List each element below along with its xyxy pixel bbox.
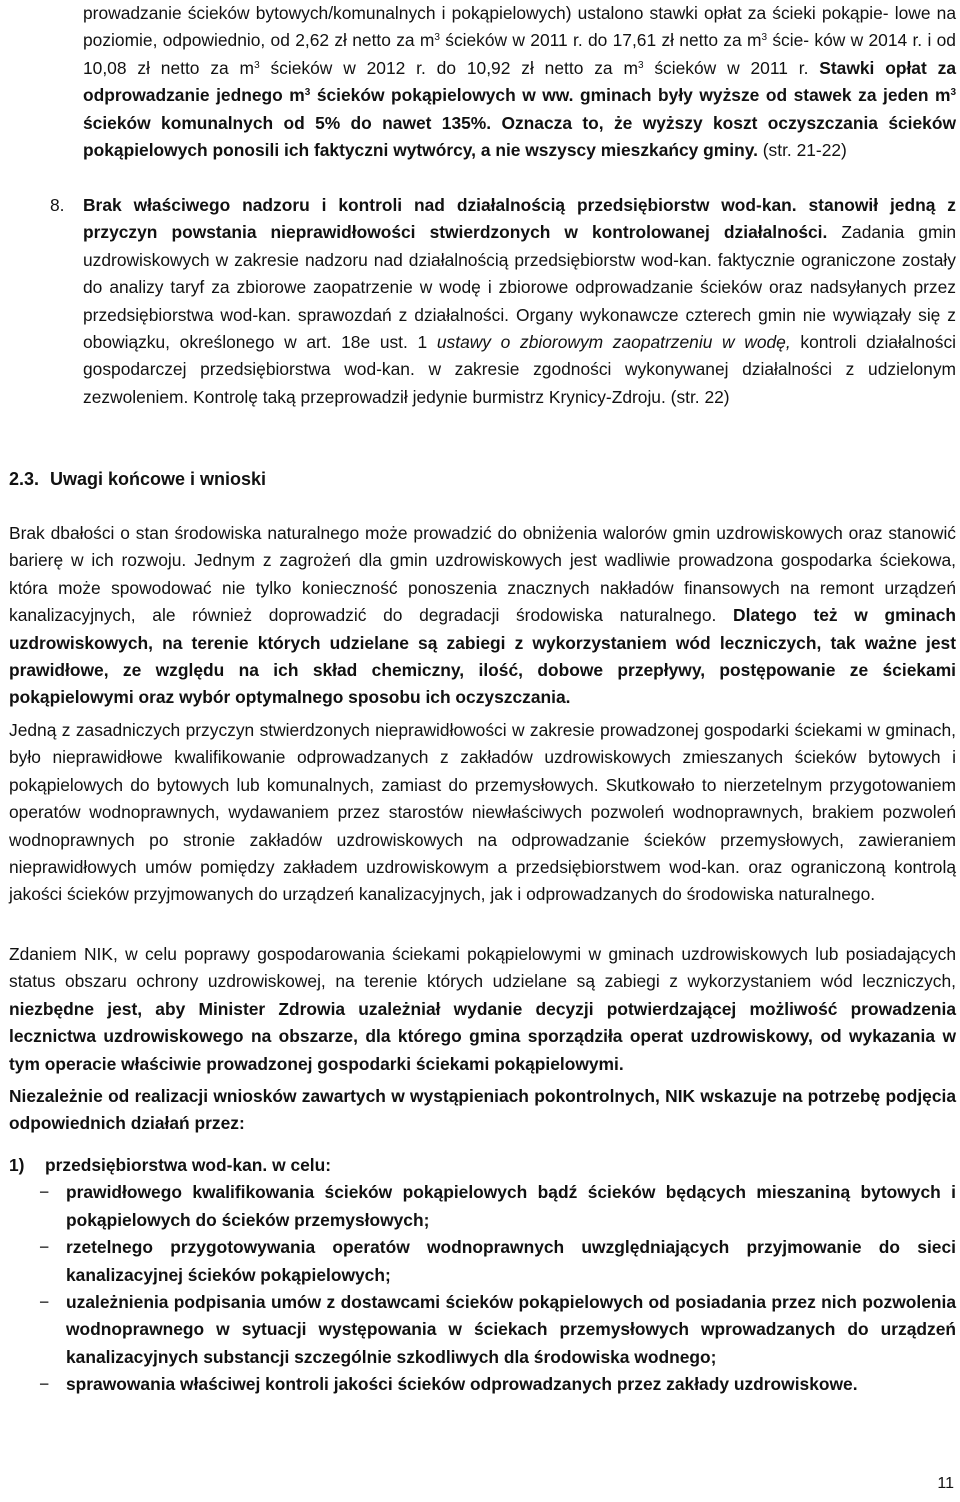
page-reference: (str. 21-22): [757, 140, 847, 161]
list-item: − sprawowania właściwej kontroli jakości ścieków odprowadzanych przez zakłady uzdrowiskowe.: [39, 1374, 858, 1395]
page-number: 11: [937, 1475, 954, 1492]
finding-item-8: [50, 192, 956, 411]
paragraph-1: Brak dbałości o stan środowiska naturalnego może prowadzić do obniżenia walorów gmin uzdrowiskowych oraz stanowić barierę w ich rozwoju. Jednym z zagrożeń dla gmin uzdrowiskowych jest wadliwie prowadzona gospodarka ściekowa, która może spowodować nie tylko konieczność ponoszenia znacznych nakładów finansowych na remont urządzeń kanalizacyjnych, ale również doprowadzić do degradacji środowiska naturalnego. Dlatego też w gminach uzdrowiskowych, na terenie których udzielane są zabiegi z wykorzystaniem wód leczniczych, tak ważne jest prawidłowe, ze względu na ich skład chemiczny, ilość, dobowe przepływy, postępowanie ze ściekami pokąpielowymi oraz wybór optymalnego sposobu ich oczyszczania.: [9, 523, 956, 708]
continuation-text: prowadzanie ścieków bytowych/komunalnych i pokąpielowych) ustalono stawki opłat za ścieki pokąpie- lowe na poziomie, odpowiednio, od 2,62 zł netto za $m^3$ ścieków w 2011 r. do 17,61 zł netto za $m^3$ ście- ków w 2014 r. i od 10,08 zł netto za $m^3$ ścieków w 2012 r. do 10,92 zł netto za $m^3$ ścieków w 2011 r. Stawki opłat za odprowadzanie jednego $m^3$ ścieków pokąpielowych w ww. gminach były wyższe od stawek za jeden $m^3$ ścieków komunalnych od 5% do nawet 135%. Oznacza to, że wyższy koszt oczyszczania ścieków pokąpielowych ponosili ich faktyczni wytwórcy, a nie wszyscy mieszkańcy gminy. (str. 21-22): [83, 3, 957, 161]
list-item: − prawidłowego kwalifikowania ścieków pokąpielowych bądź ścieków będących mieszaniną bytowych i pokąpielowych do ścieków przemysłowych;: [39, 1182, 956, 1230]
continuation-paragraph: [83, 0, 956, 164]
recommendations-list: [9, 1152, 956, 1399]
bold-conclusion: Stawki opłat za odprowadzanie jednego $m^3$ ścieków pokąpielowych w ww. gminach były wyższe od stawek za jeden $m^3$ ścieków komunalnych od 5% do nawet 135%. Oznacza to, że wyższy koszt oczyszczania ścieków pokąpielowych ponosili ich faktyczni wytwórcy, a nie wszyscy mieszkańcy gminy.: [83, 57, 957, 161]
paragraph-2: Jedną z zasadniczych przyczyn stwierdzonych nieprawidłowości w zakresie prowadzonej gospodarki ściekami w gminach, było nieprawidłowe kwalifikowanie odprowadzanych z zakładów uzdrowiskowych zmieszanych ścieków bytowych i pokąpielowych do bytowych lub komunalnych, zamiast do przemysłowych. Skutkowało to nierzetelnym przygotowaniem operatów wodnoprawnych, wydawaniem przez starostów niewłaściwych pozwoleń wodnoprawnych, brakiem pozwoleń wodnoprawnych po stronie zakładów uzdrowiskowych na odprowadzanie ścieków przemysłowych, zawieraniem nieprawidłowych umów pomiędzy zakładem uzdrowiskowym a przedsiębiorstwem wod-kan. oraz ograniczoną kontrolą jakości ścieków przyjmowanych do urządzeń kanalizacyjnych, jak i odprowadzanych do środowiska naturalnego.: [9, 720, 956, 905]
dash-list: [9, 1179, 956, 1398]
list-item: − rzetelnego przygotowywania operatów wodnoprawnych uwzględniających przyjmowanie do sieci kanalizacyjnej ścieków pokąpielowych;: [39, 1237, 956, 1285]
section-heading: [9, 466, 266, 493]
list-item: − uzależnienia podpisania umów z dostawcami ścieków pokąpielowych od posiadania przez nich pozwolenia wodnoprawnego w sytuacji występowania w ściekach przemysłowych wprowadzanych do urządzeń kanalizacyjnych substancji szczególnie szkodliwych dla środowiska wodnego;: [39, 1292, 956, 1367]
paragraph-4: Niezależnie od realizacji wniosków zawartych w wystąpieniach pokontrolnych, NIK wskazuje na potrzebę podjęcia odpowiednich działań przez:: [9, 1086, 956, 1134]
section-title: Uwagi końcowe i wnioski: [50, 469, 267, 489]
section-number: 2.3.: [9, 469, 40, 489]
item-8-text: Brak właściwego nadzoru i kontroli nad działalnością przedsiębiorstw wod-kan. stanowił jedną z przyczyn powstania nieprawidłowości stwierdzonych w kontrolowanej działalności. Zadania gmin uzdrowiskowych w zakresie nadzoru nad działalnością przedsiębiorstw wod-kan. faktycznie ograniczone zostały do analizy taryf za zbiorowe zaopatrzenie w wodę i zbiorowe odprowadzanie ścieków oraz nadsyłanych przez przedsiębiorstwa wod-kan. sprawozdań z działalności. Organy wykonawcze czterech gmin nie wywiązały się z obowiązku, określonego w art. 18e ust. 1 ustawy o zbiorowym zaopatrzeniu w wodę, kontroli działalności gospodarczej przedsiębiorstwa wod-kan. w zakresie zgodności wykonywanej działalności z udzielonym zezwoleniem. Kontrolę taką przeprowadził jedynie burmistrz Krynicy-Zdroju. (str. 22): [83, 195, 957, 407]
paragraph-3: Zdaniem NIK, w celu poprawy gospodarowania ściekami pokąpielowymi w gminach uzdrowiskowych lub posiadających status obszaru ochrony uzdrowiskowej, na terenie których udzielane są zabiegi z wykorzystaniem wód leczniczych, niezbędne jest, aby Minister Zdrowia uzależniał wydanie decyzji potwierdzającej możliwość prowadzenia lecznictwa uzdrowiskowego na obszarze, dla którego gmina sporządziła operat uzdrowiskowy, od wykazania w tym operacie właściwie prowadzonej gospodarki ściekami pokąpielowymi.: [9, 944, 956, 1074]
list-number: 1): [9, 1155, 25, 1175]
item-number: 8.: [50, 195, 65, 215]
list-label: przedsiębiorstwa wod-kan. w celu:: [45, 1155, 332, 1175]
